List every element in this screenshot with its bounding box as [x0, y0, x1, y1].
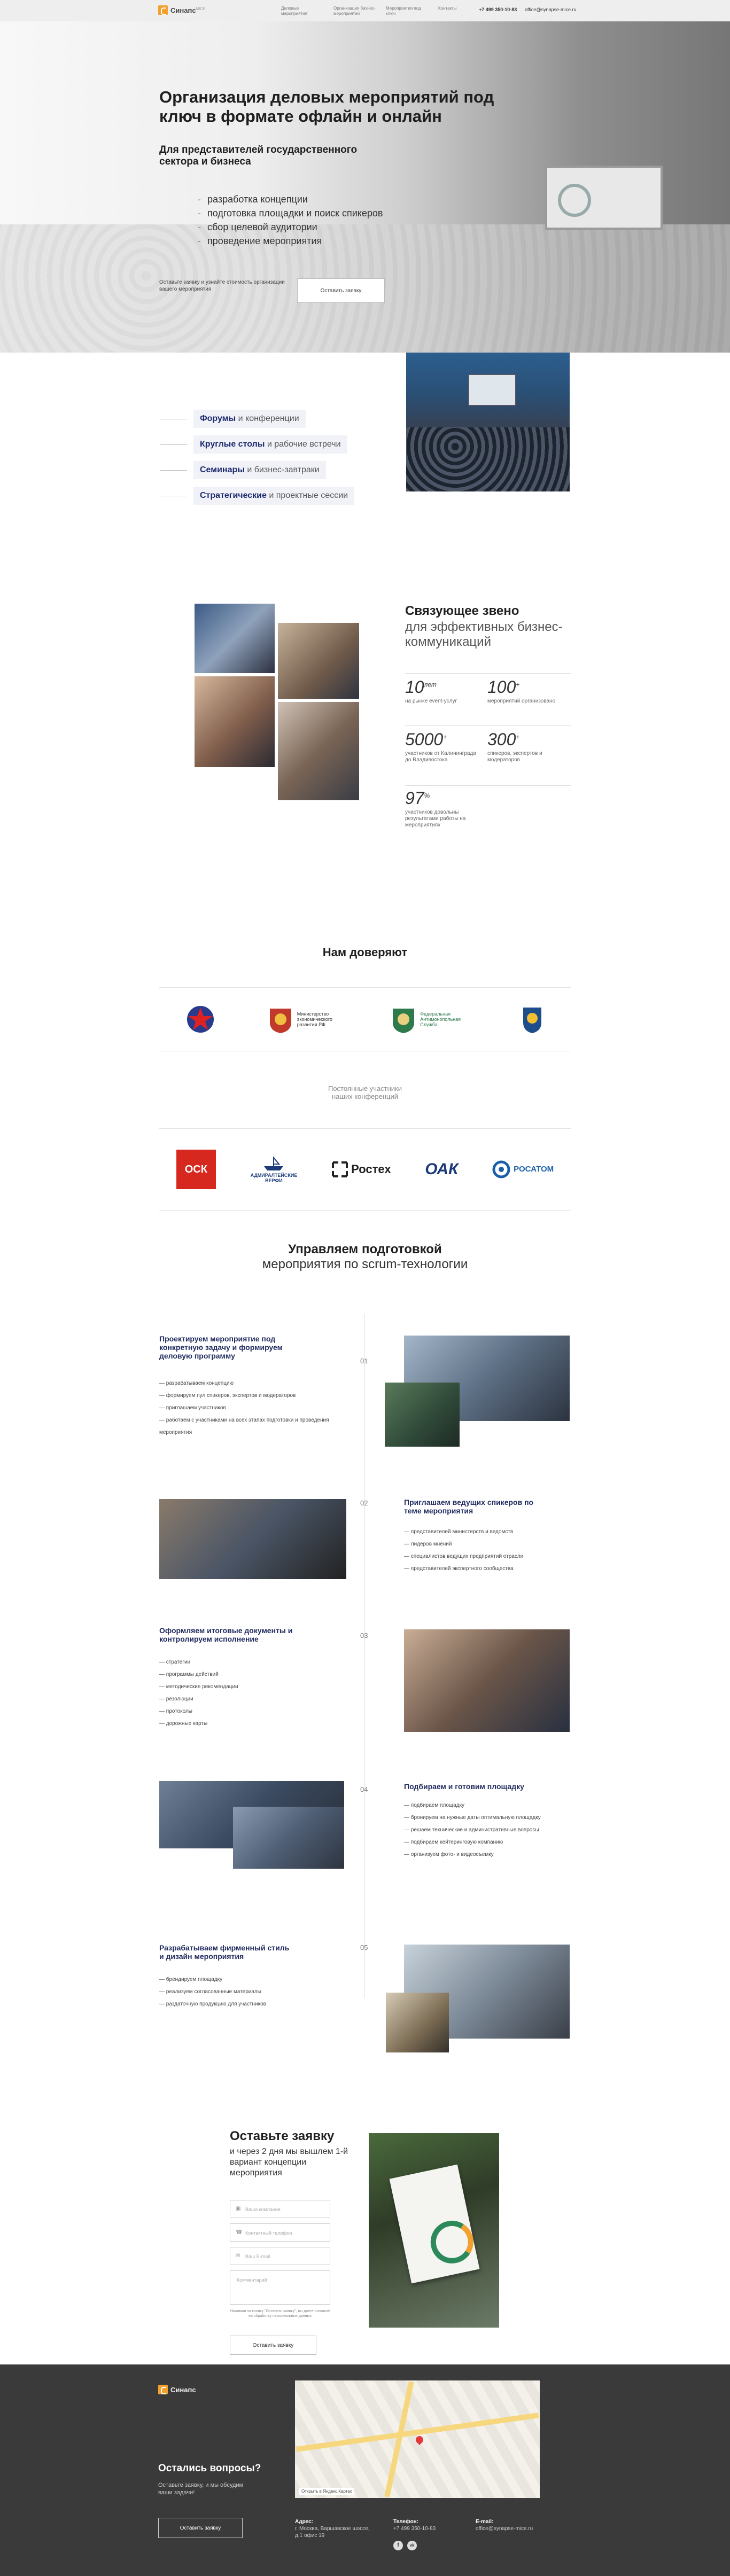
step-list-item: — организуем фото- и видеосъемку [404, 1848, 543, 1861]
step-number: 01 [360, 1357, 368, 1365]
eagle-emblem-icon [267, 1004, 294, 1034]
map-pin-icon [414, 2434, 425, 2445]
event-type-item [160, 457, 354, 483]
partner-logo-oak [425, 1160, 459, 1178]
partner-logo-rostec [332, 1161, 391, 1177]
client-logo [390, 1004, 468, 1034]
concept-brochure-photo [369, 2133, 499, 2328]
client-logo [519, 1004, 546, 1034]
step-list-item: — резолюции [159, 1693, 330, 1705]
logo-icon [158, 5, 168, 15]
stat-suffix: + [516, 681, 520, 689]
company-field[interactable] [230, 2200, 330, 2218]
partners-text: Постоянные участники наших конференций [328, 1084, 402, 1100]
mail-icon: ✉ [236, 2253, 240, 2259]
stat-number: 300 [487, 730, 516, 749]
field-placeholder: Комментарий [237, 2277, 267, 2283]
stat-suffix: % [424, 792, 430, 800]
event-photo [278, 702, 359, 800]
event-type-bold: Семинары [200, 465, 245, 474]
step-list-item: — программы действий [159, 1668, 330, 1681]
fas-emblem-icon [390, 1004, 417, 1034]
scrum-heading [0, 1242, 730, 1272]
logo[interactable] [158, 5, 205, 15]
partner-logos [159, 1128, 571, 1211]
step-list [159, 1656, 330, 1730]
event-photo [195, 676, 275, 767]
audience [406, 427, 570, 491]
logo-icon [158, 2385, 168, 2394]
stat-number: 5000 [405, 730, 444, 749]
email-text: office@synapse-mice.ru [476, 2526, 533, 2532]
address-text: г. Москва, Варшавское шоссе, д.1 офис 19 [295, 2526, 370, 2539]
stats-section [0, 604, 730, 881]
footer-question: Остались вопросы? [158, 2463, 261, 2474]
client-logos [159, 987, 571, 1051]
rosatom-icon [492, 1160, 510, 1178]
location-map[interactable] [295, 2380, 540, 2498]
hero-bullet: - подготовка площадки и поиск спикеров [198, 206, 383, 220]
logo-sup: MICE [196, 7, 206, 11]
step-list [159, 1973, 330, 2010]
step-list-item: — разрабатываем концепцию [159, 1377, 330, 1390]
vk-icon[interactable]: vk [407, 2541, 417, 2550]
footer [0, 2364, 730, 2576]
partner-name: РОСАТОМ [514, 1165, 554, 1174]
conference-hall-photo [406, 353, 570, 491]
stat-item [405, 730, 480, 763]
step-list-item: — стратегии [159, 1656, 330, 1668]
event-photo [195, 604, 275, 673]
logo-text: Синапс [170, 6, 196, 14]
step-list-item: — решаем технические и административные вопросы [404, 1824, 543, 1836]
step-list [404, 1799, 543, 1861]
step-list-item: — подбираем кейтеринговую компанию [404, 1836, 543, 1848]
logo-text: Синапс [170, 2385, 196, 2394]
step-title: Проектируем мероприятие под конкретную задачу и формируем деловую программу [159, 1334, 283, 1360]
step-list-item: — бронируем на нужные даты оптимальную площадку [404, 1812, 543, 1824]
hero-section [0, 21, 730, 353]
stat-item [405, 677, 480, 705]
stats-title: Связующее звено [405, 604, 519, 618]
phone-icon: ☎ [236, 2229, 243, 2235]
scrum-title: Управляем подготовкой [288, 1242, 442, 1256]
footer-request-button[interactable]: Оставить заявку [158, 2518, 243, 2538]
gov-emblem-icon [519, 1004, 546, 1034]
form-subtitle: и через 2 дня мы вышлем 1-й вариант концепции мероприятия [230, 2147, 348, 2177]
client-logo [267, 1004, 340, 1034]
partner-name: Ростех [351, 1162, 391, 1176]
event-type-bold: Круглые столы [200, 440, 265, 449]
step-list-item: — представителей министерств и ведомств [404, 1526, 575, 1538]
stat-item [405, 789, 480, 829]
step-photo [404, 1629, 570, 1732]
phone-field[interactable] [230, 2223, 330, 2242]
step-photo [159, 1499, 346, 1579]
hero-request-button[interactable]: Оставить заявку [297, 278, 385, 303]
step-list-item: — протоколы [159, 1705, 330, 1718]
stat-number: 10 [405, 677, 424, 697]
dash-line [160, 444, 187, 445]
star-emblem-icon [184, 1003, 216, 1035]
hero-screen-photo [545, 166, 663, 230]
partner-name: АДМИРАЛТЕЙСКИЕ ВЕРФИ [250, 1173, 298, 1183]
map-road [384, 2381, 414, 2497]
hero-bullet: - проведение мероприятия [198, 234, 383, 248]
client-name: Федеральная Антимонопольная Служба [420, 1011, 461, 1027]
site-header [0, 0, 730, 21]
footer-address: Адрес: г. Москва, Варшавское шоссе, д.1 офис 19 [295, 2519, 370, 2539]
consent-note: Нажимая на кнопку "Оставить заявку", вы даете согласие на обработку персональных данных [230, 2309, 330, 2318]
step-list-item: — работаем с участниками на всех этапах подготовки и проведения мероприятия [159, 1414, 330, 1439]
step-list-item: — дорожные карты [159, 1718, 330, 1730]
hero-bullet: - сбор целевой аудитории [198, 220, 383, 234]
event-type-bold: Стратегические [200, 491, 267, 500]
nav-item[interactable]: Организация бизнес-мероприятий [333, 6, 376, 16]
step-list-item: — раздаточную продукцию для участников [159, 1998, 330, 2010]
event-type-item [160, 406, 354, 432]
client-name: Министерство экономического развития РФ [297, 1011, 332, 1027]
header-phone[interactable]: +7 499 350-10-83 [479, 7, 517, 12]
footer-logo[interactable] [158, 2385, 196, 2394]
step-photo [386, 1993, 449, 2052]
partner-logo-osk [176, 1150, 216, 1189]
step-list-item: — подбираем площадку [404, 1799, 543, 1812]
hero-cta-text: Оставьте заявку и узнайте стоимость организации вашего мероприятия [159, 279, 285, 292]
footer-phone[interactable]: Телефон: +7 499 350-10-83 [393, 2519, 436, 2532]
step-list-item: — специалистов ведущих предприятий отрасли [404, 1550, 575, 1563]
nav-item[interactable]: Мероприятия под ключ [386, 6, 421, 16]
map-road [296, 2413, 539, 2452]
hero-bullet: - разработка концепции [198, 192, 383, 206]
field-placeholder: Контактный телефон [245, 2230, 292, 2236]
map-open-link[interactable]: Открыть в Яндекс.Картах [299, 2488, 354, 2495]
stat-suffix: + [443, 733, 447, 741]
step-list-item: — методические рекомендации [159, 1681, 330, 1693]
submit-button[interactable]: Оставить заявку [230, 2336, 316, 2355]
trust-title: Нам доверяют [322, 946, 408, 959]
event-type-rest: и рабочие встречи [265, 440, 341, 449]
stat-suffix: + [516, 733, 520, 741]
divider [405, 785, 571, 786]
phone-text: +7 499 350-10-83 [393, 2526, 436, 2532]
header-email[interactable]: office@synapse-mice.ru [525, 7, 577, 12]
main-nav [281, 6, 481, 17]
event-type-rest: и бизнес-завтраки [244, 465, 320, 474]
email-field[interactable] [230, 2247, 330, 2265]
step-list-item: — формируем пул спикеров, экспертов и модераторов [159, 1390, 330, 1402]
hero-title: Организация деловых мероприятий под ключ в формате офлайн и онлайн [159, 88, 494, 126]
step-title: Подбираем и готовим площадку [404, 1782, 524, 1791]
brochure [390, 2165, 480, 2284]
partner-logo-admiralty [250, 1156, 298, 1183]
stat-item [487, 677, 562, 705]
stat-suffix: лет [424, 681, 437, 689]
dash-line [160, 470, 187, 471]
step-list-item: — лидеров мнений [404, 1538, 575, 1550]
divider [405, 673, 571, 674]
comment-field[interactable] [230, 2270, 330, 2305]
step-list-item: — реализуем согласованные материалы [159, 1986, 330, 1998]
footer-email[interactable]: E-mail: office@synapse-mice.ru [476, 2519, 533, 2532]
field-placeholder: Ваша компания [245, 2207, 281, 2212]
divider [405, 725, 571, 726]
step-list [404, 1526, 575, 1575]
stat-number: 100 [487, 677, 516, 697]
nav-item[interactable]: Контакты [438, 6, 457, 11]
step-title: Оформляем итоговые документы и контролируем исполнение [159, 1626, 293, 1643]
stat-text: на рынке event-услуг [405, 698, 457, 704]
event-type-item [160, 432, 354, 457]
hero-bullets [198, 192, 383, 248]
stat-text: мероприятий организовано [487, 698, 556, 704]
nav-item[interactable]: Деловые мероприятия [281, 6, 307, 16]
timeline-line [364, 1314, 365, 1998]
footer-question-sub: Оставьте заявку, и мы обсудим ваши задачи! [158, 2482, 244, 2496]
field-placeholder: Ваш E-mail [245, 2254, 270, 2259]
rostec-icon [332, 1161, 348, 1177]
building-icon: ▣ [236, 2206, 241, 2212]
event-photo [278, 623, 359, 699]
step-list-item: — брендируем площадку [159, 1973, 330, 1986]
step-number: 03 [360, 1632, 368, 1640]
step-title: Приглашаем ведущих спикеров по теме мероприятия [404, 1498, 534, 1515]
osk-logo-icon: ОСК [176, 1150, 216, 1189]
step-number: 05 [360, 1943, 368, 1951]
hero-subtitle: Для представителей государственного сектора и бизнеса [159, 144, 358, 167]
partner-logo-rosatom [492, 1160, 554, 1178]
step-title: Разрабатываем фирменный стиль и дизайн мероприятия [159, 1943, 290, 1961]
step-number: 02 [360, 1499, 368, 1507]
step-list-item: — представителей экспертного сообщества [404, 1563, 575, 1575]
event-type-rest: и проектные сессии [266, 491, 348, 500]
step-number: 04 [360, 1785, 368, 1793]
stat-text: участников от Калининграда до Владивостока [405, 751, 476, 763]
event-type-rest: и конференции [236, 414, 299, 423]
stat-text: спикеров, экспертов и модераторов [487, 751, 542, 763]
event-type-item [160, 483, 354, 509]
event-types-list [160, 406, 354, 509]
ship-icon [263, 1156, 284, 1172]
stat-number: 97 [405, 789, 424, 808]
step-photo [385, 1383, 460, 1447]
stat-text: участников довольны результатами работы на мероприятиях [405, 809, 466, 828]
stats-subtitle: для эффективных бизнес-коммуникаций [405, 620, 563, 649]
step-list-item: — приглашаем участников [159, 1402, 330, 1414]
event-type-bold: Форумы [200, 414, 236, 423]
partner-name: ОАК [425, 1160, 459, 1178]
client-logo [184, 1003, 216, 1035]
step-list [159, 1377, 330, 1439]
event-types-section [0, 353, 730, 545]
presentation-screen [468, 374, 516, 406]
stat-item [487, 730, 562, 763]
scrum-subtitle: мероприятия по scrum-технологии [262, 1257, 468, 1271]
form-title: Оставьте заявку [230, 2129, 335, 2143]
step-photo [233, 1807, 344, 1869]
facebook-icon[interactable]: f [393, 2541, 403, 2550]
